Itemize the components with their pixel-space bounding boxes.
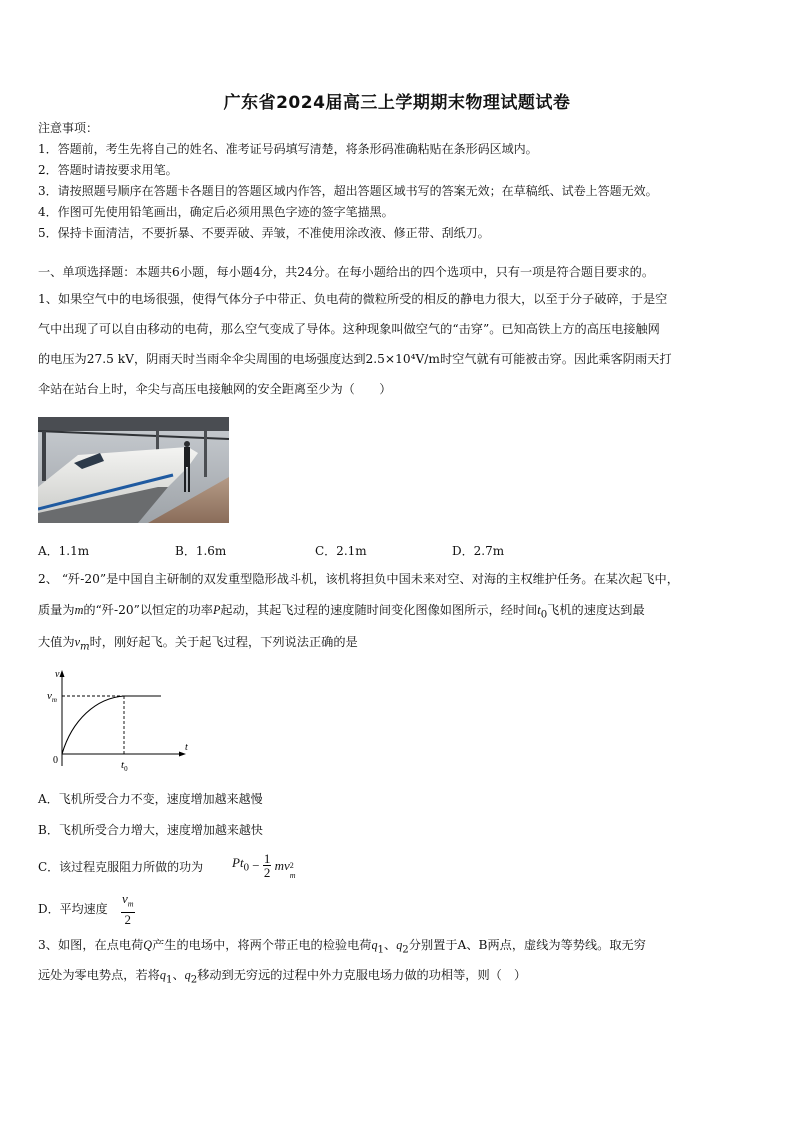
q2-time-subscript: 0 <box>540 609 548 621</box>
section-heading: 一、单项选择题：本题共6小题，每小题4分，共24分。在每小题给出的四个选项中，只有一项是符合题目要求的。 <box>38 265 655 279</box>
q1-option-d: D．2.7m <box>452 544 505 558</box>
q2-option-a: A．飞机所受合力不变，速度增加越来越慢 <box>38 792 263 806</box>
q3-charge-Q: Q <box>143 938 153 952</box>
formula-mv: mv <box>274 857 290 873</box>
question-1-line: 伞站在站台上时，伞尖与高压电接触网的安全距离至少为（ ） <box>38 382 392 396</box>
q3-charge-q2: q <box>396 938 403 952</box>
notice-item-5: 5．保持卡面清洁，不要折暴、不要弄破、弄皱，不准使用涂改液、修正带、刮纸刀。 <box>38 226 490 240</box>
formula-sub-0: 0 <box>243 861 249 874</box>
formula-sup-2: 2 <box>289 860 294 870</box>
q2-velocity-symbol: v <box>74 635 80 649</box>
q3-text: 、 <box>172 968 185 982</box>
q3-sub-2: 2 <box>402 944 409 956</box>
q2-option-b: B．飞机所受合力增大，速度增加越来越快 <box>38 823 263 837</box>
notice-item-4: 4．作图可先使用铅笔画出，确定后必须用黑色字迹的签字笔描黑。 <box>38 205 394 219</box>
question-3-line <box>38 937 646 958</box>
q2-velocity-subscript: m <box>79 641 90 653</box>
q2-option-d-text: D．平均速度 <box>38 902 108 916</box>
notice-heading: 注意事项： <box>38 121 99 135</box>
q1-option-a: A．1.1m <box>38 544 90 558</box>
q2-text: 质量为 <box>38 603 75 617</box>
question-1-text <box>38 284 756 404</box>
q3-sub-2: 2 <box>190 974 198 986</box>
fraction-numerator: 1 <box>263 851 271 866</box>
q2-text: 时，刚好起飞。关于起飞过程，下列说法正确的是 <box>89 635 358 649</box>
page-title: 广东省2024届高三上学期期末物理试题试卷 <box>223 93 571 113</box>
high-speed-train-photo <box>38 417 229 523</box>
formula-pt: Pt <box>232 855 244 871</box>
question-1-line: 1、如果空气中的电场很强，使得气体分子中带正、负电荷的微粒所受的相反的静电力很大，以至于分子破碎，于是空 <box>38 292 668 306</box>
velocity-time-graph <box>38 668 198 778</box>
q2-mass-symbol: m <box>74 603 84 617</box>
q3-text: 远处为零电势点，若将 <box>38 968 160 982</box>
q2-time-symbol: t <box>537 603 541 617</box>
graph-vm-label: $v_m$ <box>47 690 57 704</box>
q2-text: 大值为 <box>38 635 75 649</box>
graph-x-label: t <box>185 742 188 753</box>
q3-sub-1: 1 <box>165 974 173 986</box>
formula-minus: − <box>252 857 260 873</box>
q2-power-symbol: P <box>212 603 221 617</box>
fraction-numerator-v: v <box>122 891 128 906</box>
q1-option-b: B．1.6m <box>175 544 227 558</box>
q3-sub-1: 1 <box>377 944 385 956</box>
q3-text: 产生的电场中，将两个带正电的检验电荷 <box>152 938 372 952</box>
graph-t0-label: $t_0$ <box>121 759 128 773</box>
question-2-line <box>38 602 645 623</box>
question-3-line <box>38 967 526 988</box>
q2-option-c-text: C．该过程克服阻力所做的功为 <box>38 860 204 874</box>
fraction-denominator: 2 <box>124 911 132 927</box>
graph-y-label: v <box>55 669 60 680</box>
q3-text: 移动到无穷远的过程中外力克服电场力做的功相等，则（ ） <box>197 968 527 982</box>
fraction-denominator: 2 <box>263 865 271 880</box>
q3-text: 分别置于A、B两点，虚线为等势线。取无穷 <box>408 938 646 952</box>
graph-y-arrow <box>60 670 65 677</box>
q3-charge-q2: q <box>184 968 191 982</box>
formula-sub-m: m <box>289 870 296 880</box>
graph-curve <box>62 696 161 754</box>
notice-item-1: 1．答题前，考生先将自己的姓名、准考证号码填写清楚，将条形码准确粘贴在条形码区域内。 <box>38 142 538 156</box>
q3-charge-q1: q <box>371 938 378 952</box>
q2-text: 的“歼-20”以恒定的功率 <box>83 603 213 617</box>
q3-text: 3、如图，在点电荷 <box>38 938 144 952</box>
question-1-line: 的电压为27.5 kV，阴雨天时当雨伞伞尖周围的电场强度达到2.5×10⁴V/m时空气就有可能被击穿。因此乘客阴雨天打 <box>38 352 672 366</box>
q3-charge-q1: q <box>159 968 166 982</box>
q2-text: 飞机的速度达到最 <box>547 603 645 617</box>
question-2-line <box>38 634 358 655</box>
q2-option-c-formula <box>232 852 297 879</box>
q3-text: 、 <box>384 938 397 952</box>
q2-option-d-fraction <box>121 892 135 927</box>
notice-item-3: 3．请按照题号顺序在答题卡各题目的答题区域内作答，超出答题区域书写的答案无效；在草稿纸、试卷上答题无效。 <box>38 184 658 198</box>
q2-text: 起动，其起飞过程的速度随时间变化图像如图所示，经时间 <box>220 603 538 617</box>
graph-origin-label: 0 <box>53 755 58 766</box>
fraction-numerator-sub: m <box>127 899 134 909</box>
question-1-line: 气中出现了可以自由移动的电荷，那么空气变成了导体。这种现象叫做空气的“击穿”。已知高铁上方的高压电接触网 <box>38 322 660 336</box>
question-2-line: 2、 “歼-20”是中国自主研制的双发重型隐形战斗机，该机将担负中国未来对空、对海的主权维护任务。在某次起飞中， <box>38 572 679 586</box>
q1-option-c: C．2.1m <box>315 544 367 558</box>
notice-item-2: 2．答题时请按要求用笔。 <box>38 163 178 177</box>
formula-fraction <box>263 852 272 879</box>
